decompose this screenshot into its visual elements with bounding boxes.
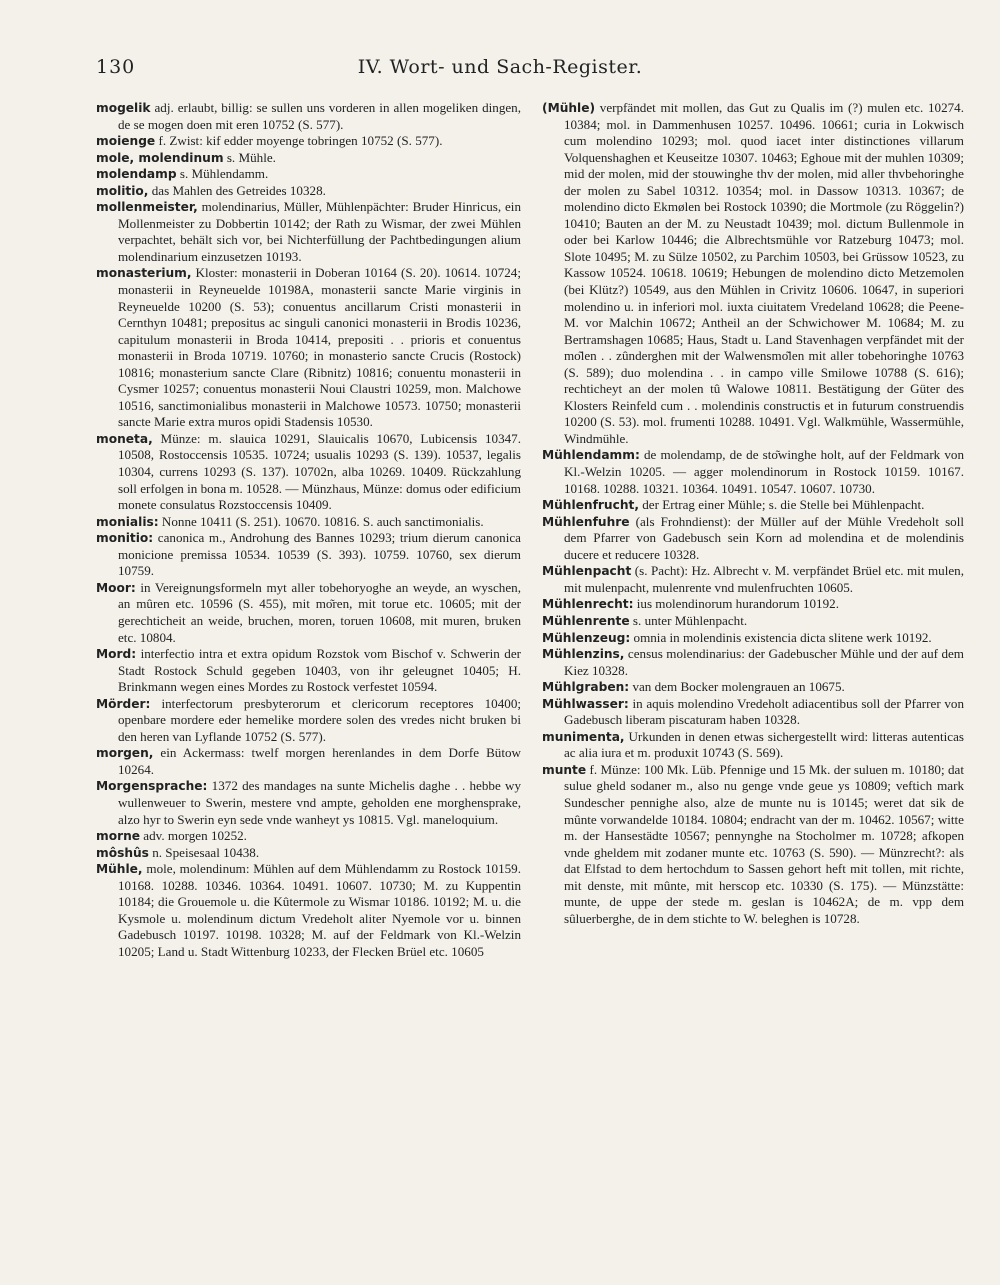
entry-headword: môshûs bbox=[96, 845, 149, 860]
register-entry bbox=[96, 778, 521, 828]
entry-headword: mole, molendinum bbox=[96, 150, 224, 165]
entry-text: (s. Pacht): Hz. Albrecht v. M. verpfändet Brüel etc. mit mulen, mit mulenpacht, mulenrente vnd mulenfruchten 10605. bbox=[564, 563, 964, 595]
entry-headword: Mühlenzeug: bbox=[542, 630, 631, 645]
register-entry bbox=[542, 762, 964, 927]
entry-headword: moienge bbox=[96, 134, 156, 149]
register-entry bbox=[96, 150, 521, 167]
entry-text: interfectio intra et extra opidum Rozstok vom Bischof v. Schwerin der Stadt Rostock Schuld gegeben 10403, von ihr geleugnet 10405; H. Brinkmann wegen eines Mordes zu Rostock verfestet 10594. bbox=[118, 646, 521, 695]
entry-headword: Mühlenrente bbox=[542, 613, 630, 628]
register-entry bbox=[96, 133, 521, 150]
entry-text: census molendinarius: der Gadebuscher Mühle und der auf dem Kiez 10328. bbox=[564, 646, 964, 678]
entry-headword: monitio: bbox=[96, 531, 154, 546]
entry-text: f. Zwist: kif edder moyenge tobringen 10752 (S. 577). bbox=[155, 133, 443, 149]
entry-headword: Mühlenzins, bbox=[542, 647, 625, 662]
entry-text: das Mahlen des Getreides 10328. bbox=[148, 182, 326, 198]
entry-headword: monialis: bbox=[96, 514, 159, 529]
entry-text: Münze: m. slauica 10291, Slauicalis 10670, Lubicensis 10347. 10508, Rostoccensis 10535. 10724; usualis 10293 (S. 139). 10537, legalis 10304, currens 10293 (S. 137). 10702n, alba 10269. 10409. Rückzahlung soll erfolgen in bona m. 10528. — Münzhaus, Münze: domus oder edificium monete consulatus Rozstoccensis 10409. bbox=[118, 430, 521, 513]
register-entry bbox=[542, 563, 964, 596]
entry-text: ein Ackermass: twelf morgen herenlandes in dem Dorfe Bütow 10264. bbox=[118, 745, 521, 777]
register-entry bbox=[96, 745, 521, 778]
entry-text: adj. erlaubt, billig: se sullen uns vorderen in allen mogeliken dingen, de se mogen doen mit eren 10752 (S. 577). bbox=[118, 100, 521, 132]
register-entry bbox=[96, 845, 521, 862]
entry-text: verpfändet mit mollen, das Gut zu Qualis im (?) mulen etc. 10274. 10384; mol. in Dammenhusen 10257. 10496. 10661; curia in Lokwisch cum molendino 10293; mol. quod iacet inter distinctiones villarum Volquenshaghen et Keuseitze 10307. 10463; Eghoue mit der muhlen 10309; mid der molen, mid der stouwinghe thv der molen, mid aller thvbehoringhe der molen zu Sabel 10312. 10354; mol. in Dassow 10313. 10367; de molendino dicto Ekmølen bei Rostock 10390; die Mortmole (zu Röggelin?) 10410; Bauten an der M. zu Neustadt 10439; mol. dictum Bullenmole in oder bei Karlow 10446; die Albrechtsmühle vor Ratzeburg 10473; mol. Slote 10495; M. zu Sülze 10502, zu Parchim 10503, bei Grüssow 10523, zu Kassow 10524. 10618. 10619; Hebungen de molendino dicto Metzemolen (bei Klütz?) 10549, aus den Mühlen in Crivitz 10606. 10647, in superiori molendino u. in inferiori mol. iuxta ciuitatem Vredeland 10628; die Peene-M. vor Malchin 10672; Antheil an der Schwichower M. 10684; M. zu Bertramshagen 10685; Haus, Stadt u. Land Stavenhagen verpfändet mit der mo͂len . . zûnderghen mit der Walwensmo͂len mit aller tobehoringhe 10763 (S. 589); duo molendina . . in campo ville Smilowe 10788 (S. 616); rechticheyt an der molen tû Walowe 10811. Bestätigung der Güter des Klosters Reinfeld cum . . molendinis constructis et in futurum construendis 10200 (S. 53). mol. frumenti 10288. 10491. Vgl. Walkmühle, Wassermühle, Windmühle. bbox=[564, 100, 964, 446]
entry-headword: moneta, bbox=[96, 431, 153, 446]
entry-headword: Mühlenrecht: bbox=[542, 597, 634, 612]
entry-text: adv. morgen 10252. bbox=[140, 828, 247, 844]
entry-headword: Moor: bbox=[96, 580, 136, 595]
entry-text: s. unter Mühlenpacht. bbox=[629, 612, 748, 628]
left-column bbox=[96, 100, 521, 960]
entry-headword: (Mühle) bbox=[542, 101, 596, 115]
register-entry bbox=[542, 729, 964, 762]
entry-text: in Vereignungsformeln myt aller tobehoryoghe an weyde, an wyschen, an mûren etc. 10596 (S. 455), mit mo͂ren, mit torue etc. 10605; mit der gerechticheit an weide, bruchen, moren, toruen 10608, mit muren, bruken etc. 10804. bbox=[118, 579, 521, 645]
register-entry bbox=[542, 646, 964, 679]
register-entry bbox=[96, 580, 521, 646]
entry-text: (als Frohndienst): der Müller auf der Mühle Vredeholt soll dem Pfarrer von Gadebusch sein Korn ad molendina et de molendinis ducere et reducere 10328. bbox=[564, 513, 964, 562]
register-entry bbox=[96, 100, 521, 133]
register-entry bbox=[542, 100, 964, 447]
entry-text: Kloster: monasterii in Doberan 10164 (S. 20). 10614. 10724; monasterii in Reyneuelde 10198A, monasterii sancte Marie virginis in Reyneuelde 10200 (S. 53); conuentus ancillarum Cristi monasterii in Cernthyn 10481; prepositus ac singuli canonici monasterii in Brodis 10236, capitulum monasterii in Broda 10414, prepositi . . prioris et conuentus monasterii in Broda 10719. 10760; in monasterio sancte Crucis (Rostock) 10816; monasterium sancte Clare (Ribnitz) 10816; conuentu monasterii in Cysmer 10257; conuentus monasterii Noui Claustri 10259, mon. Malchowe 10516, sanctimonialibus monasterii in Malchowe 10573. 10750; monasterii sancte Marie extra muros opidi Stadensis 10530. bbox=[118, 265, 521, 430]
entry-headword: mogelik bbox=[96, 101, 151, 115]
entry-headword: monasterium, bbox=[96, 266, 192, 281]
register-entry bbox=[96, 646, 521, 696]
entry-text: Nonne 10411 (S. 251). 10670. 10816. S. auch sanctimonialis. bbox=[158, 513, 484, 529]
entry-text: ius molendinorum hurandorum 10192. bbox=[633, 596, 839, 612]
entry-headword: Morgensprache: bbox=[96, 779, 208, 794]
register-entry bbox=[542, 630, 964, 647]
register-entry bbox=[542, 497, 964, 514]
register-entry bbox=[96, 199, 521, 265]
page-header bbox=[96, 56, 904, 88]
register-entry bbox=[542, 696, 964, 729]
entry-headword: Mühlenfrucht, bbox=[542, 498, 639, 513]
register-entry bbox=[96, 861, 521, 960]
register-entry bbox=[96, 431, 521, 514]
entry-headword: Mühlgraben: bbox=[542, 680, 630, 695]
entry-text: canonica m., Androhung des Bannes 10293; trium dierum canonica monicione premissa 10534. 10539 (S. 393). 10759. 10760, sex dierum 10759. bbox=[118, 530, 521, 579]
entry-headword: morne bbox=[96, 829, 141, 844]
register-entry bbox=[542, 514, 964, 564]
entry-headword: molendamp bbox=[96, 167, 177, 182]
register-entry bbox=[96, 514, 521, 531]
register-entry bbox=[96, 166, 521, 183]
page-number: 130 bbox=[96, 56, 136, 78]
entry-headword: Mühlenfuhre bbox=[542, 514, 630, 529]
register-entry bbox=[96, 265, 521, 430]
entry-headword: Mühle, bbox=[96, 862, 143, 877]
entry-headword: munte bbox=[542, 762, 587, 777]
entry-text: s. Mühle. bbox=[223, 149, 276, 165]
register-entry bbox=[96, 530, 521, 580]
entry-headword: morgen, bbox=[96, 746, 154, 761]
entry-headword: Mörder: bbox=[96, 696, 151, 711]
running-title: IV. Wort- und Sach-Register. bbox=[357, 56, 643, 78]
entry-headword: Mühlwasser: bbox=[542, 696, 629, 711]
register-entry bbox=[96, 183, 521, 200]
register-entry bbox=[542, 679, 964, 696]
entry-headword: Mord: bbox=[96, 647, 137, 662]
entry-text: in aquis molendino Vredeholt adiacentibus soll der Pfarrer von Gadebusch liberam piscaturam haben 10328. bbox=[564, 695, 964, 728]
entry-headword: munimenta, bbox=[542, 729, 625, 744]
entry-text: n. Speisesaal 10438. bbox=[148, 844, 260, 860]
register-entry bbox=[542, 596, 964, 613]
register-entry bbox=[542, 613, 964, 630]
register-entry bbox=[542, 447, 964, 497]
entry-text: mole, molendinum: Mühlen auf dem Mühlendamm zu Rostock 10159. 10168. 10288. 10346. 10364. 10491. 10607. 10730; M. zu Kuppentin 10184; die Grouemole u. die Kûtermole zu Wismar 10186. 10192; M. u. die Kysmole u. molendinum dictum Vredeholt aliter Nyemole vor u. binnen Gadebusch 10197. 10198. 10328; M. auf der Feldmark von Kl.-Welzin 10205; Land u. Stadt Wittenburg 10233, der Flecken Brüel etc. 10605 bbox=[118, 861, 521, 959]
register-entry bbox=[96, 696, 521, 746]
entry-text: 1372 des mandages na sunte Michelis daghe . . hebbe wy wullenweuer to Swerin, mestere vnd ampte, geholden ene morghensprake, alzo hyr to Swerin eyn sede vnde wanheyt ys 10815. Vgl. maneloquium. bbox=[118, 778, 521, 827]
entry-text: de molendamp, de de sto͂winghe holt, auf der Feldmark von Kl.-Welzin 10205. — agger molendinorum in Rostock 10159. 10167. 10168. 10288. 10321. 10364. 10491. 10547. 10607. 10730. bbox=[564, 447, 964, 496]
entry-text: molendinarius, Müller, Mühlenpächter: Bruder Hinricus, ein Mollenmeister zu Dobbertin 10142; der Rath zu Wismar, der zwei Mühlen verpachtet, behält sich vor, bei Nichterfüllung der Pachtbedingungen alium molendinarium einzusetzen 10193. bbox=[118, 199, 521, 264]
entry-text: s. Mühlendamm. bbox=[176, 166, 269, 182]
entry-text: interfectorum presbyterorum et clericorum receptores 10400; openbare mordere eder hemelike mordere solen des vredes nicht bruken bi den heren van Lyflande 10752 (S. 577). bbox=[118, 695, 521, 744]
register-entry bbox=[96, 828, 521, 845]
entry-text: Urkunden in denen etwas sichergestellt wird: litteras autenticas ac alia iura et m. produxit 10743 (S. 569). bbox=[564, 728, 964, 761]
entry-text: van dem Bocker molengrauen an 10675. bbox=[629, 679, 845, 695]
entry-headword: Mühlenpacht bbox=[542, 564, 632, 579]
entry-headword: Mühlendamm: bbox=[542, 448, 640, 463]
entry-text: omnia in molendinis existencia dicta slitene werk 10192. bbox=[630, 629, 932, 645]
right-column bbox=[542, 100, 964, 927]
entry-headword: molitio, bbox=[96, 183, 149, 198]
entry-text: f. Münze: 100 Mk. Lüb. Pfennige und 15 Mk. der suluen m. 10180; dat sulue gheld sodaner m., also nu genge vnde geue ys 10809; veftich mark Sundescher pennighe also, alze de munte nu is 10145; weret dat sik de mûnte vorwandelde 10184. 10804; endracht van der m. 10462. 10567; witte m. der Hansestädte 10567; pennynghe na Stocholmer m. 10728; afkopen vnde gheldem mit zodaner munte etc. 10763 (S. 590). — Münzrecht?: als dat Elfstad to dem hertochdum to Sassen gehort heft mit tollen, mit richte, mit denste, mit mûnte, mit herscop etc. 10330 (S. 175). — Münzstätte: munte, de uppe der stede m. geslan is 10462A; de m. vpp dem sûluerberghe, de in dem stichte to W. beleghen is 10728. bbox=[564, 761, 964, 926]
entry-text: der Ertrag einer Mühle; s. die Stelle bei Mühlenpacht. bbox=[638, 497, 925, 513]
entry-headword: mollenmeister, bbox=[96, 200, 198, 215]
